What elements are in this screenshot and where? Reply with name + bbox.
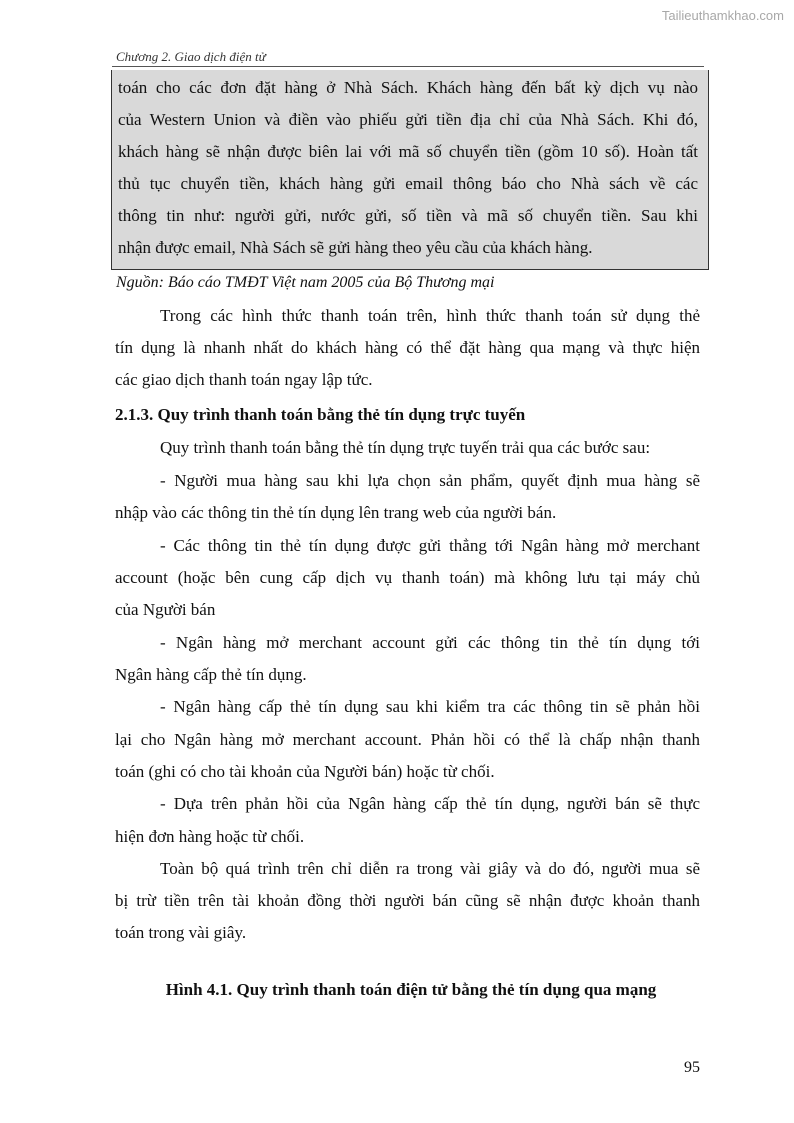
running-header: Chương 2. Giao dịch điện tử bbox=[116, 49, 266, 64]
paragraph-line: toán (ghi có cho tài khoản của Người bán) hoặc từ chối. bbox=[115, 762, 495, 781]
paragraph-line: Quy trình thanh toán bằng thẻ tín dụng trực tuyến trải qua các bước sau: bbox=[160, 438, 651, 457]
paragraph-line: - Các thông tin thẻ tín dụng được gửi thẳng tới Ngân hàng mở merchant bbox=[160, 536, 700, 555]
watermark: Tailieuthamkhao.com bbox=[661, 8, 784, 23]
box-line: nhận được email, Nhà Sách sẽ gửi hàng theo yêu cầu của khách hàng. bbox=[118, 238, 593, 257]
box-line: toán cho các đơn đặt hàng ở Nhà Sách. Khách hàng đến bất kỳ dịch vụ nào bbox=[118, 78, 698, 97]
paragraph-line: các giao dịch thanh toán ngay lập tức. bbox=[115, 370, 373, 389]
paragraph-line: tín dụng là nhanh nhất do khách hàng có thể đặt hàng qua mạng và thực hiện bbox=[115, 338, 700, 357]
box-line: thủ tục chuyển tiền, khách hàng gửi email thông báo cho Nhà sách về các bbox=[118, 174, 698, 193]
paragraph-line: Toàn bộ quá trình trên chỉ diễn ra trong vài giây và do đó, người mua sẽ bbox=[160, 859, 700, 878]
paragraph-line: lại cho Ngân hàng mở merchant account. Phản hồi có thể là chấp nhận thanh bbox=[115, 730, 700, 749]
box-line: khách hàng sẽ nhận được biên lai với mã số chuyển tiền (gồm 10 số). Hoàn tất bbox=[118, 142, 698, 161]
paragraph-line: - Ngân hàng mở merchant account gửi các thông tin thẻ tín dụng tới bbox=[160, 633, 700, 652]
figure-caption bbox=[0, 980, 794, 1000]
shaded-box bbox=[111, 70, 709, 270]
paragraph-line: - Ngân hàng cấp thẻ tín dụng sau khi kiểm tra các thông tin sẽ phản hồi bbox=[160, 697, 700, 716]
paragraph-line: nhập vào các thông tin thẻ tín dụng lên trang web của người bán. bbox=[115, 503, 557, 522]
figure-caption-text: Hình 4.1. Quy trình thanh toán điện tử bằng thẻ tín dụng qua mạng bbox=[165, 980, 657, 999]
paragraph-line: - Dựa trên phản hồi của Ngân hàng cấp thẻ tín dụng, người bán sẽ thực bbox=[160, 794, 700, 813]
paragraph-line: account (hoặc bên cung cấp dịch vụ thanh toán) mà không lưu tại máy chủ bbox=[115, 568, 700, 587]
paragraph-line: bị trừ tiền trên tài khoản đồng thời người bán cũng sẽ nhận được khoản thanh bbox=[115, 891, 700, 910]
box-line: của Western Union và điền vào phiếu gửi tiền địa chỉ của Nhà Sách. Khi đó, bbox=[118, 110, 698, 129]
paragraph-line: toán trong vài giây. bbox=[115, 923, 247, 942]
paragraph-line: của Người bán bbox=[115, 600, 216, 619]
paragraph-line: - Người mua hàng sau khi lựa chọn sản phẩm, quyết định mua hàng sẽ bbox=[160, 471, 700, 490]
source-citation: Nguồn: Báo cáo TMĐT Việt nam 2005 của Bộ Thương mại bbox=[116, 274, 495, 291]
page-number: 95 bbox=[684, 1059, 700, 1076]
section-heading: 2.1.3. Quy trình thanh toán bằng thẻ tín dụng trực tuyến bbox=[115, 405, 526, 424]
paragraph-line: hiện đơn hàng hoặc từ chối. bbox=[115, 827, 305, 846]
box-line: thông tin như: người gửi, nước gửi, số tiền và mã số chuyển tiền. Sau khi bbox=[118, 206, 698, 225]
paragraph-line: Trong các hình thức thanh toán trên, hình thức thanh toán sử dụng thẻ bbox=[160, 306, 700, 325]
header-divider bbox=[112, 66, 704, 67]
paragraph-line: Ngân hàng cấp thẻ tín dụng. bbox=[115, 665, 307, 684]
